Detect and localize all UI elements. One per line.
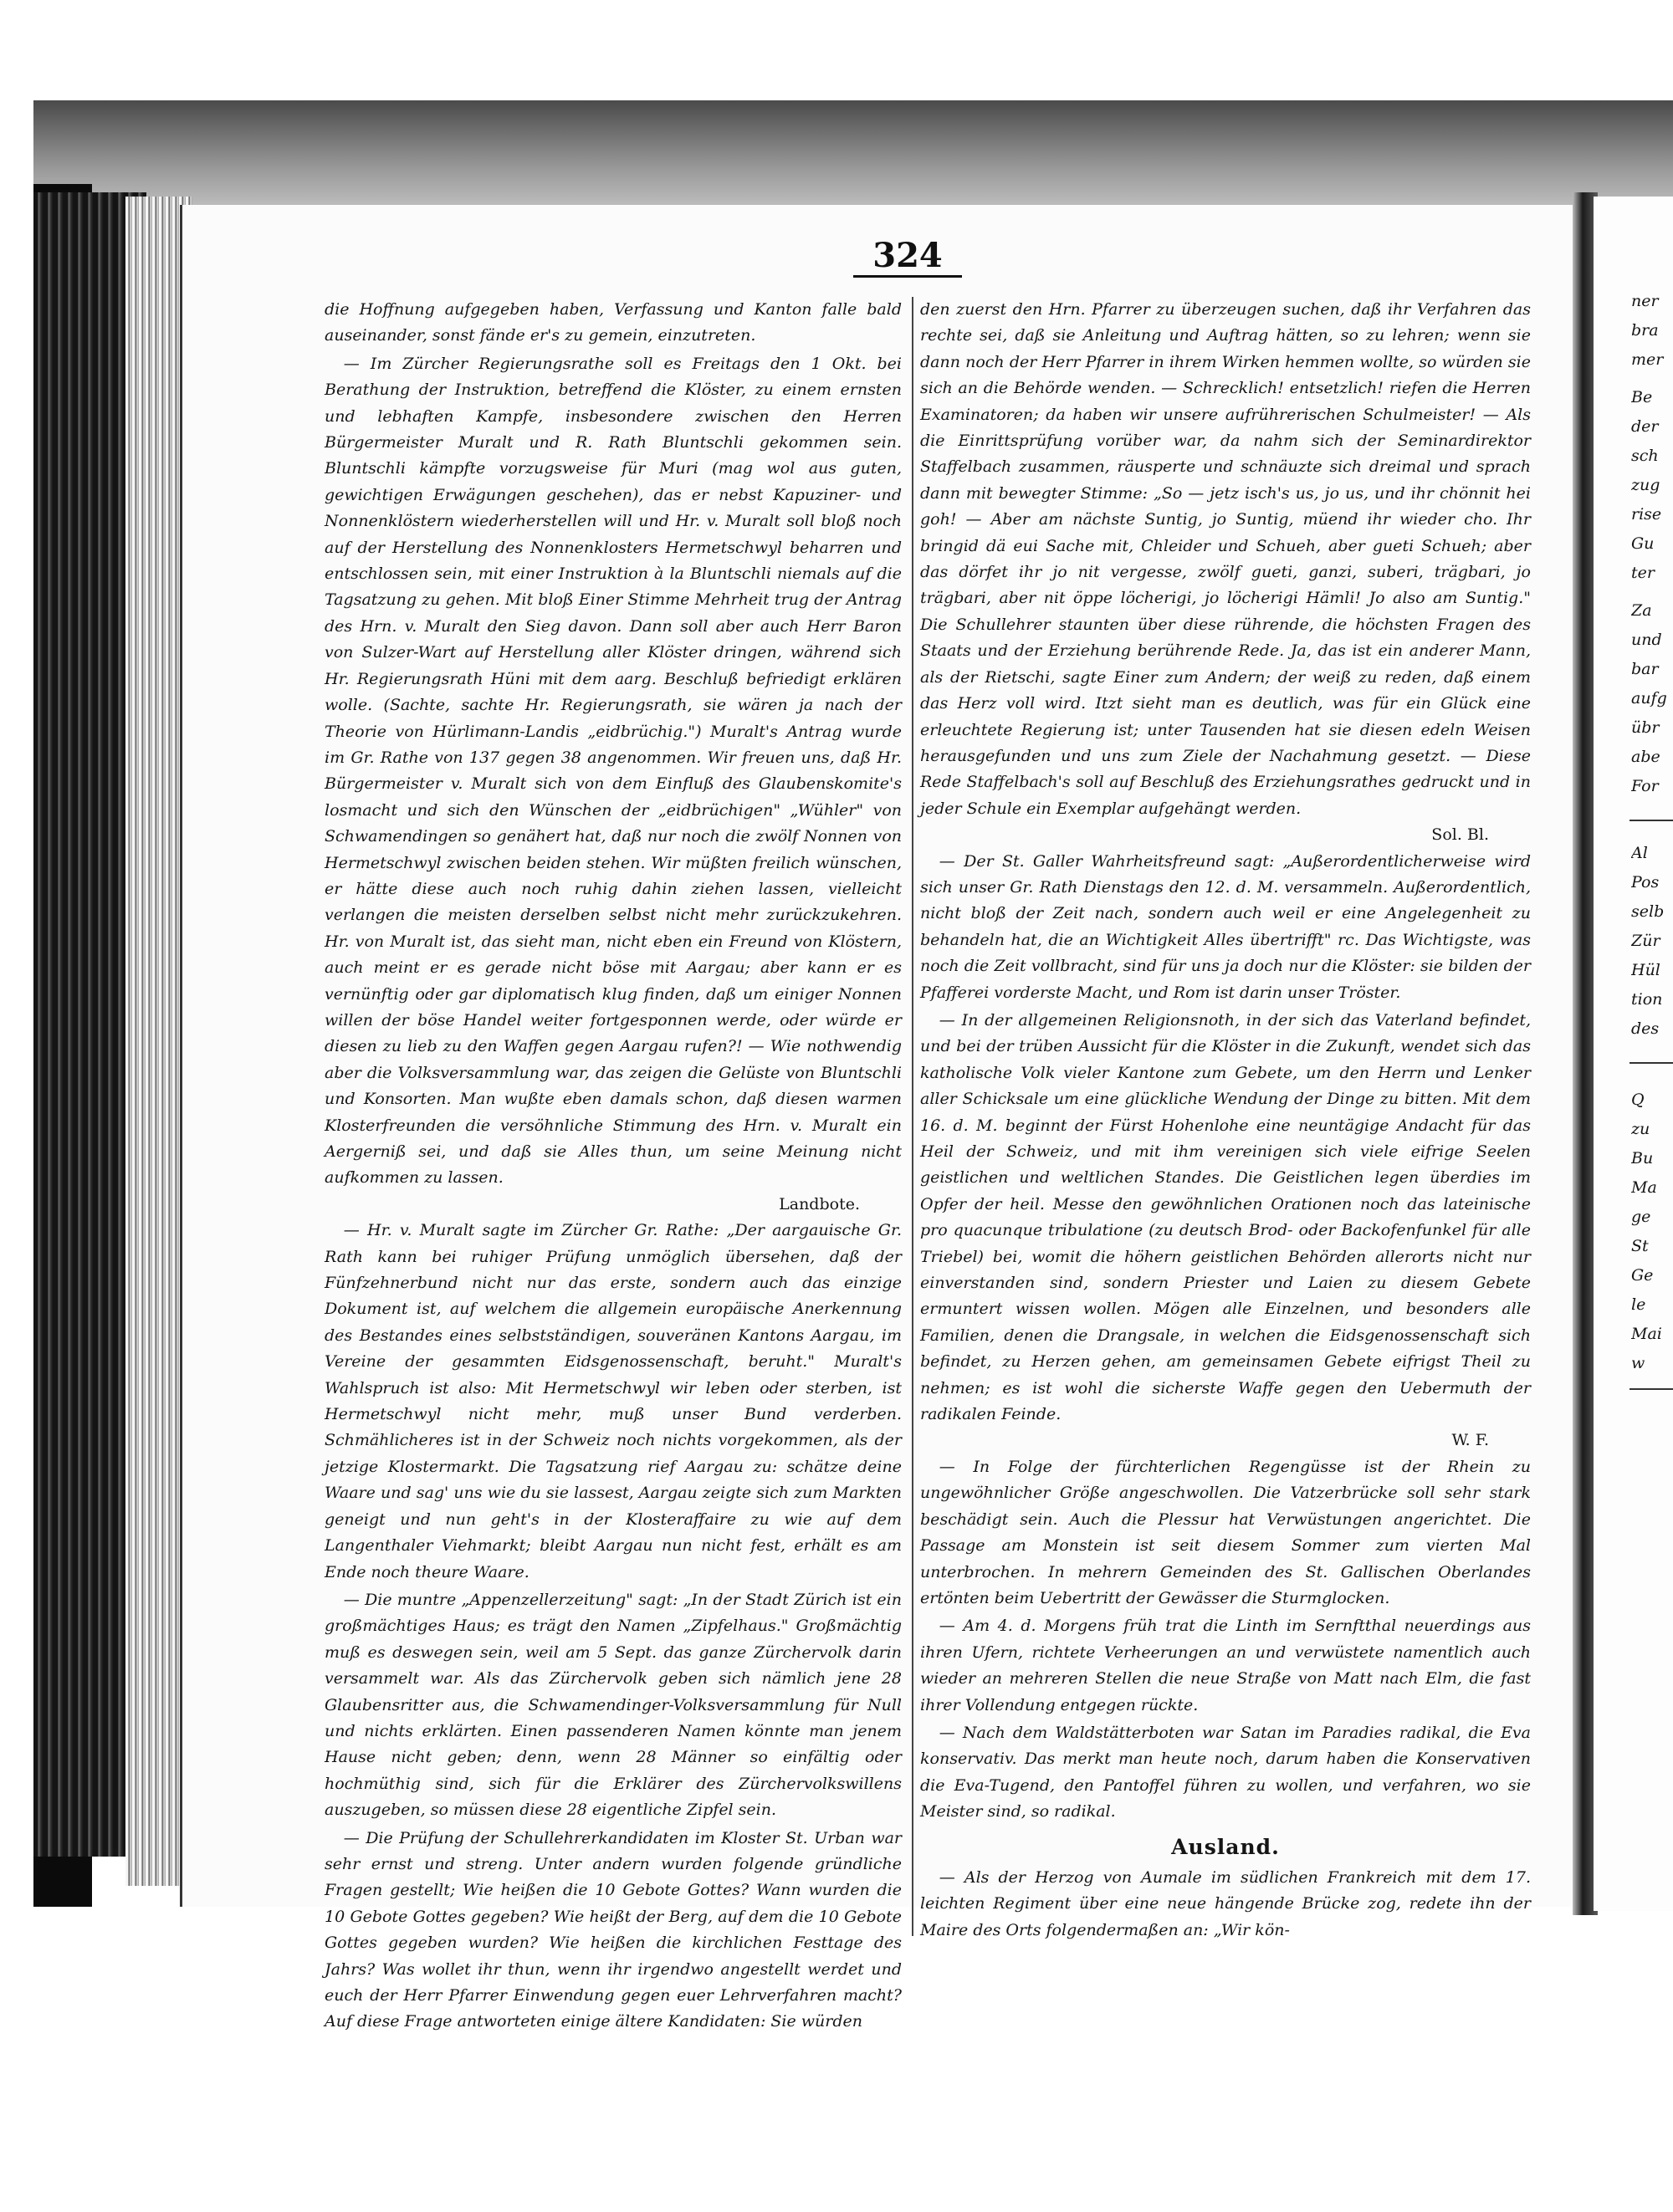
article-paragraph: — Als der Herzog von Aumale im südlichen Frankreich mit dem 17. leichten Regiment über eine neue hängende Brücke zog, redete ihn der Maire des Orts folgendermaßen an: „Wir kön-	[920, 1867, 1531, 1939]
facing-page-rule	[1630, 1062, 1673, 1064]
facing-page-rule	[1630, 820, 1673, 821]
facing-page-fragment: übr	[1631, 718, 1660, 737]
facing-page-fragment: Bu	[1631, 1149, 1654, 1167]
facing-page-fragment: zu	[1631, 1120, 1650, 1138]
facing-page-fragment: Ge	[1631, 1266, 1654, 1285]
article-paragraph: — Im Zürcher Regierungsrathe soll es Freitags den 1 Okt. bei Berathung der Instruktion, betreffend die Klöster, zu einem ernsten und lebhaften Kampfe, insbesondere zwischen den Herren Bürgermeister Muralt und R. Rath Bluntschli gekommen sein. Bluntschli kämpfte vorzugsweise für Muri (mag wol aus guten, gewichtigen Erwägungen geschehen), das er nebst Kapuziner- und Nonnenklöstern wiederherstellen will und Hr. v. Muralt soll bloß noch auf der Herstellung des Nonnenklosters Hermetschwyl beharren und entschlossen sein, mit einer Instruktion à la Bluntschli niemals auf die Tagsatzung zu gehen. Mit bloß Einer Stimme Mehrheit trug der Antrag des Hrn. v. Muralt den Sieg davon. Dann soll aber auch Herr Baron von Sulzer-Wart auf Herstellung aller Klöster dringen, während sich Hr. Regierungsrath Hüni mit dem aarg. Beschluß befriedigt erklären wolle. (Sachte, sachte Hr. Regierungsrath, sie wären ja nach der Theorie von Hürlimann-Landis „eidbrüchig.") Muralt's Antrag wurde im Gr. Rathe von 137 gegen 38 angenommen. Wir freuen uns, daß Hr. Bürgermeister v. Muralt sich von dem Einfluß des Glaubenskomite's losmacht und sich den Wünschen der „eidbrüchigen" „Wühler" von Schwamendingen so genähert hat, daß nur noch die zwölf Nonnen von Hermetschwyl zwischen beiden stehen. Wir müßten freilich wünschen, er hätte diese auch noch ruhig dahin ziehen lassen, vielleicht verlangen die meisten derselben selbst nicht mehr zurückzukehren. Hr. von Muralt ist, das sieht man, nicht eben ein Freund von Klöstern, auch meint er es gerade nicht böse mit Aargau; aber kann er es vernünftig oder gar diplomatisch klug finden, daß um einiger Nonnen willen der böse Handel weiter fortgesponnen werde, oder würde er diesen zu lieb zu den Waffen gegen Aargau rufen?! — Wie nothwendig aber die Volksversammlung war, das zeigen die Gelüste von Bluntschli und Konsorten. Man wußte eben damals schon, daß diesen warmen Klosterfreunden die versöhnliche Stimmung des Hrn. v. Muralt ein Aergerniß sei, und daß sie Alles thun, um seine Meinung nicht aufkommen zu lassen.	[325, 354, 902, 1188]
article-paragraph: — Am 4. d. Morgens früh trat die Linth im Sernftthal neuerdings aus ihren Ufern, richtete Verheerungen an und verwüstete namentlich auch wieder an mehreren Stellen die neue Straße von Matt nach Elm, die fast ihrer Vollendung entgegen rückte.	[920, 1617, 1531, 1714]
facing-page-fragment: sch	[1631, 447, 1659, 465]
article-source: Sol. Bl.	[1431, 825, 1489, 845]
facing-page-fragment: w	[1631, 1354, 1645, 1372]
facing-page-fragment: Pos	[1631, 873, 1660, 891]
facing-page-rule	[1630, 1388, 1673, 1390]
article-paragraph: — Die Prüfung der Schullehrerkandidaten im Kloster St. Urban war sehr ernst und streng. Unter andern wurden folgende gründliche Fragen gestellt; Wie heißen die 10 Gebote Gottes? Wann wurden die 10 Gebote Gottes gegeben? Wie heißt der Berg, auf dem die 10 Gebote Gottes gegeben wurden? Wie heißen die kirchlichen Festtage des Jahrs? Was wollet ihr thun, wenn ihr irgendwo angestellt werdet und euch der Herr Pfarrer Einwendung gegen euer Lehrverfahren macht? Auf diese Frage antworteten einige ältere Kandidaten: Sie würden	[325, 1828, 902, 2031]
facing-page-fragment: Be	[1631, 388, 1653, 406]
facing-page-fragment: Mai	[1631, 1325, 1662, 1343]
facing-page-fragment: selb	[1631, 902, 1665, 921]
facing-page-fragment: rise	[1631, 505, 1662, 524]
facing-page-fragment: zug	[1631, 476, 1660, 494]
article-paragraph: — Die muntre „Appenzellerzeitung" sagt: „In der Stadt Zürich ist ein großmächtiges Haus; es trägt den Namen „Zipfelhaus." Großmächtig muß es deswegen sein, weil am 5 Sept. das ganze Zürchervolk darin versammelt war. Als das Zürchervolk geben sich nämlich jene 28 Glaubensritter aus, die Schwamendinger-Volksversammlung für Null und nichts erklärten. Einen passenderen Namen könnte man jenem Hause nicht geben; denn, wenn 28 Männer so einfältig oder hochmüthig sind, sich für die Erklärer des Zürchervolkswillens auszugeben, so müssen diese 28 eigentliche Zipfel sein.	[325, 1590, 902, 1820]
facing-page-fragment: Gu	[1631, 534, 1655, 553]
article-paragraph: den zuerst den Hrn. Pfarrer zu überzeugen suchen, daß ihr Verfahren das rechte sei, daß sie Anleitung und Auftrag hätten, so zu lehren; wenn sie dann noch der Herr Pfarrer in ihrem Wirken hemmen wollte, so würden sie sich an die Behörde wenden. — Schrecklich! entsetzlich! riefen die Herren Examinatoren; da haben wir unsere aufrührerischen Schulmeister! — Als die Einrittsprüfung vorüber war, da nahm sich der Seminardirektor Staffelbach zusammen, räusperte und schnäuzte sich dreimal und sprach dann mit bewegter Stimme: „So — jetz isch's us, jo us, und ihr chönnit hei goh! — Aber am nächste Suntig, jo Suntig, müend ihr wieder cho. Ihr bringid dä eui Sache mit, Chleider und Schueh, aber gueti Schueh; aber das dörfet ihr jo nit vergesse, zwölf gueti, ganzi, suberi, trägbari, jo trägbari, aber nit öppe löcherigi, jo löcherigi Hämli! Jo also am Suntig." Die Schullehrer staunten über diese rührende, die höchsten Fragen des Staats und der Erziehung berührende Rede. Ja, das ist ein anderer Mann, als der Rietschi, sagte Einer zum Andern; der weiß zu reden, daß einem das Herz voll wird. Itzt sieht man es deutlich, was für ein Glück eine erleuchtete Regierung ist; unter Tausenden hat sie diesen edeln Weisen herausgefunden und uns zum Ziele der Nachahmung gesetzt. — Diese Rede Staffelbach's soll auf Beschluß des Erziehungsrathes gedruckt und in jeder Schule ein Exemplar aufgehängt werden.	[920, 300, 1531, 818]
facing-page-fragment: Q	[1631, 1091, 1645, 1109]
facing-page-fragment: bra	[1631, 321, 1659, 340]
article-paragraph: — Der St. Galler Wahrheitsfreund sagt: „Außerordentlicherweise wird sich unser Gr. Rath Dienstags den 12. d. M. versammeln. Außerordentlich, nicht bloß der Zeit nach, sondern auch weil er eine Angelegenheit zu behandeln hat, die an Wichtigkeit Alles übertrifft" rc. Das Wichtigste, was noch die Zeit vollbracht, sind für uns ja doch nur die Klöster: sie bilden der Pfafferei vorderste Macht, und Rom ist darin unser Tröster.	[920, 851, 1531, 1002]
facing-page-fragment: Al	[1631, 844, 1648, 862]
facing-page-fragment: ter	[1631, 564, 1655, 582]
facing-page-fragment: For	[1631, 777, 1659, 795]
facing-page-fragment: Hül	[1631, 961, 1660, 979]
facing-page-fragment: le	[1631, 1295, 1646, 1314]
facing-page-fragment: St	[1631, 1237, 1649, 1255]
column-divider	[912, 297, 913, 1936]
facing-page-fragment: mer	[1631, 350, 1664, 369]
facing-page-fragment: bar	[1631, 660, 1659, 678]
facing-page-fragment: abe	[1631, 748, 1660, 766]
article-paragraph: — Nach dem Waldstätterboten war Satan im Paradies radikal, die Eva konservativ. Das merkt man heute noch, darum haben die Konservativen die Eva-Tugend, den Pantoffel führen zu wollen, und verfahren, wo sie Meister sind, so radikal.	[920, 1723, 1531, 1821]
page-number: 324	[853, 237, 962, 278]
facing-page-fragment: und	[1631, 631, 1662, 649]
left-column	[325, 297, 902, 2037]
facing-page-fragment: Za	[1631, 601, 1652, 620]
facing-page-fragment: ge	[1631, 1208, 1651, 1226]
facing-page-fragment: Zür	[1631, 932, 1660, 950]
article-paragraph: die Hoffnung aufgegeben haben, Verfassung und Kanton falle bald auseinander, sonst fände er's zu gemein, einzutreten.	[325, 300, 902, 345]
article-source: Landbote.	[779, 1194, 860, 1213]
facing-page-fragment: Ma	[1631, 1178, 1657, 1197]
facing-page-fragment: tion	[1631, 990, 1663, 1009]
facing-page-fragment: ner	[1631, 292, 1659, 310]
right-column	[920, 297, 1531, 1945]
facing-page-fragment: aufg	[1631, 689, 1667, 708]
facing-page-fragment: des	[1631, 1019, 1660, 1038]
facing-page-fragment: der	[1631, 417, 1659, 436]
article-paragraph: — In Folge der fürchterlichen Regengüsse ist der Rhein zu ungewöhnlicher Größe angeschwollen. Die Vatzerbrücke soll sehr stark beschädigt sein. Auch die Plessur hat Verwüstungen angerichtet. Die Passage am Monstein ist seit diesem Sommer zum vierten Mal unterbrochen. In mehrern Gemeinden des St. Gallischen Oberlandes ertönten beim Uebertritt der Gewässer die Sturmglocken.	[920, 1457, 1531, 1607]
section-heading-ausland: Ausland.	[1171, 1834, 1280, 1859]
article-paragraph: — In der allgemeinen Religionsnoth, in der sich das Vaterland befindet, und bei der trüben Aussicht für die Klöster in die Zukunft, wendet sich das katholische Volk vieler Kantone zum Gebete, um den Herrn und Lenker aller Schicksale um eine glückliche Wendung der Dinge zu bitten. Mit dem 16. d. M. beginnt der Fürst Hohenlohe eine neuntägige Andacht für das Heil der Schweiz, und mit ihm vereinigen sich viele eifrige Seelen geistlichen und weltlichen Standes. Die Geistlichen legen überdies im Opfer der heil. Messe den gewöhnlichen Orationen noch das lateinische pro quacunque tribulatione (zu deutsch Brod- oder Backofenfunkel für alle Triebel) bei, womit die höhern geistlichen Behörden allerorts nicht nur einverstanden sind, sondern Priester und Laien zu diesem Gebete ermuntert wissen wollen. Mögen alle Einzelnen, und besonders alle Familien, denen die Drangsale, in welchen die Eidsgenossenschaft sich befindet, zu Herzen gehen, am gemeinsamen Gebete eifrigst Theil zu nehmen; es ist wohl die sicherste Waffe gegen den Uebermuth der radikalen Feinde.	[920, 1010, 1531, 1424]
article-source: W. F.	[1451, 1431, 1489, 1450]
article-paragraph: — Hr. v. Muralt sagte im Zürcher Gr. Rathe: „Der aargauische Gr. Rath kann bei ruhiger Prüfung unmöglich übersehen, daß der Fünfzehnerbund nicht nur das erste, sondern auch das einzige Dokument ist, auf welchem die allgemein europäische Anerkennung des Bestandes eines selbstständigen, souveränen Kantons Aargau, im Vereine der gesammten Eidsgenossenschaft, beruht." Muralt's Wahlspruch ist also: Mit Hermetschwyl wir leben oder sterben, ist Hermetschwyl nicht mehr, muß unser Bund verderben. Schmählicheres ist in der Schweiz noch nichts vorgekommen, als der jetzige Klostermarkt. Die Tagsatzung rief Aargau zu: schätze deine Waare und sag' uns wie du sie lassest, Aargau zeigte sich zum Markten geneigt und nun geht's in der Klosteraffaire zu wie auf dem Langenthaler Viehmarkt; bleibt Aargau nun nicht fest, erhält es am Ende noch theure Waare.	[325, 1221, 902, 1581]
